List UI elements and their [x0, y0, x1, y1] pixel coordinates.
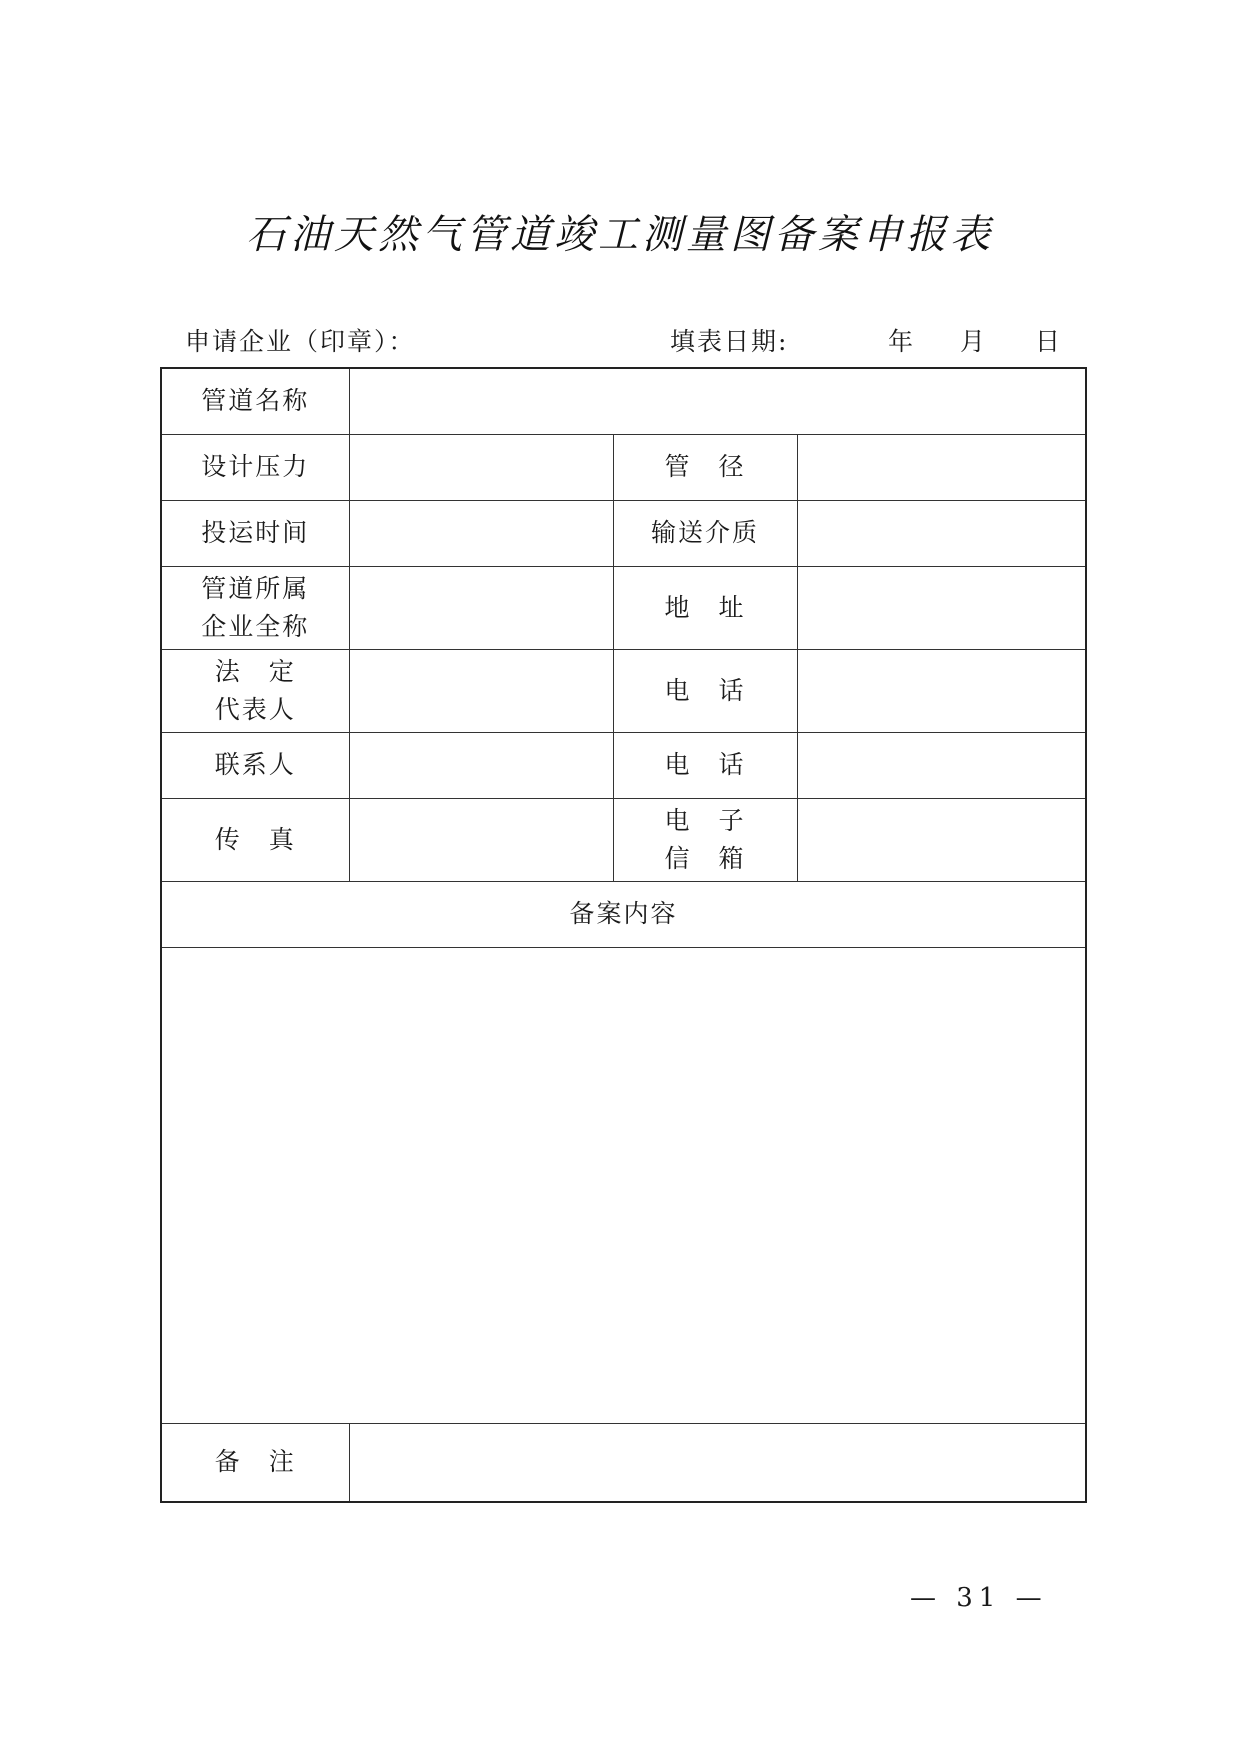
- document-title: 石油天然气管道竣工测量图备案申报表: [246, 212, 994, 258]
- remarks-label: 备 注: [161, 1423, 349, 1502]
- row-fax-email: [161, 798, 1086, 881]
- medium-field[interactable]: [797, 500, 1086, 566]
- email-label-line2: 信 箱: [664, 843, 746, 873]
- design-pressure-field[interactable]: [349, 434, 613, 500]
- fax-label: 传 真: [161, 798, 349, 881]
- company-name-label-line1: 管道所属: [201, 573, 310, 603]
- contact-label: 联系人: [161, 732, 349, 798]
- date-year-label: 年: [888, 327, 916, 356]
- filing-form-table: [160, 367, 1087, 1503]
- remarks-field[interactable]: [349, 1423, 1086, 1502]
- legal-rep-label: [161, 649, 349, 732]
- filing-content-label: 备案内容: [161, 881, 1086, 947]
- email-label: [613, 798, 797, 881]
- row-pipeline-name: [161, 368, 1086, 434]
- legal-rep-label-line1: 法 定: [214, 656, 296, 686]
- address-label: 地 址: [613, 566, 797, 649]
- company-name-field[interactable]: [349, 566, 613, 649]
- company-name-label-line2: 企业全称: [201, 611, 310, 641]
- row-legal-phone: [161, 649, 1086, 732]
- date-day-label: 日: [1035, 327, 1063, 356]
- row-filing-content-header: [161, 881, 1086, 947]
- email-label-line1: 电 子: [664, 805, 746, 835]
- form-header: [185, 322, 1085, 362]
- row-contact-phone: [161, 732, 1086, 798]
- contact-phone-label: 电 话: [613, 732, 797, 798]
- row-remarks: [161, 1423, 1086, 1502]
- contact-phone-field[interactable]: [797, 732, 1086, 798]
- medium-label: 输送介质: [613, 500, 797, 566]
- pipeline-name-label: 管道名称: [161, 368, 349, 434]
- row-company-address: [161, 566, 1086, 649]
- date-month-label: 月: [960, 327, 988, 356]
- operation-time-label: 投运时间: [161, 500, 349, 566]
- email-field[interactable]: [797, 798, 1086, 881]
- legal-rep-field[interactable]: [349, 649, 613, 732]
- row-pressure-diameter: [161, 434, 1086, 500]
- legal-rep-label-line2: 代表人: [214, 694, 296, 724]
- design-pressure-label: 设计压力: [161, 434, 349, 500]
- address-field[interactable]: [797, 566, 1086, 649]
- fax-field[interactable]: [349, 798, 613, 881]
- page-number: — 31 —: [910, 1583, 1048, 1613]
- row-filing-content: [161, 947, 1086, 1423]
- fill-date-label: 填表日期:: [670, 327, 789, 356]
- pipe-diameter-field[interactable]: [797, 434, 1086, 500]
- pipeline-name-field[interactable]: [349, 368, 1086, 434]
- pipe-diameter-label: 管 径: [613, 434, 797, 500]
- company-name-label: [161, 566, 349, 649]
- row-operation-medium: [161, 500, 1086, 566]
- legal-phone-field[interactable]: [797, 649, 1086, 732]
- operation-time-field[interactable]: [349, 500, 613, 566]
- applicant-label: 申请企业（印章）：: [185, 327, 416, 356]
- legal-phone-label: 电 话: [613, 649, 797, 732]
- contact-field[interactable]: [349, 732, 613, 798]
- filing-content-field[interactable]: [161, 947, 1086, 1423]
